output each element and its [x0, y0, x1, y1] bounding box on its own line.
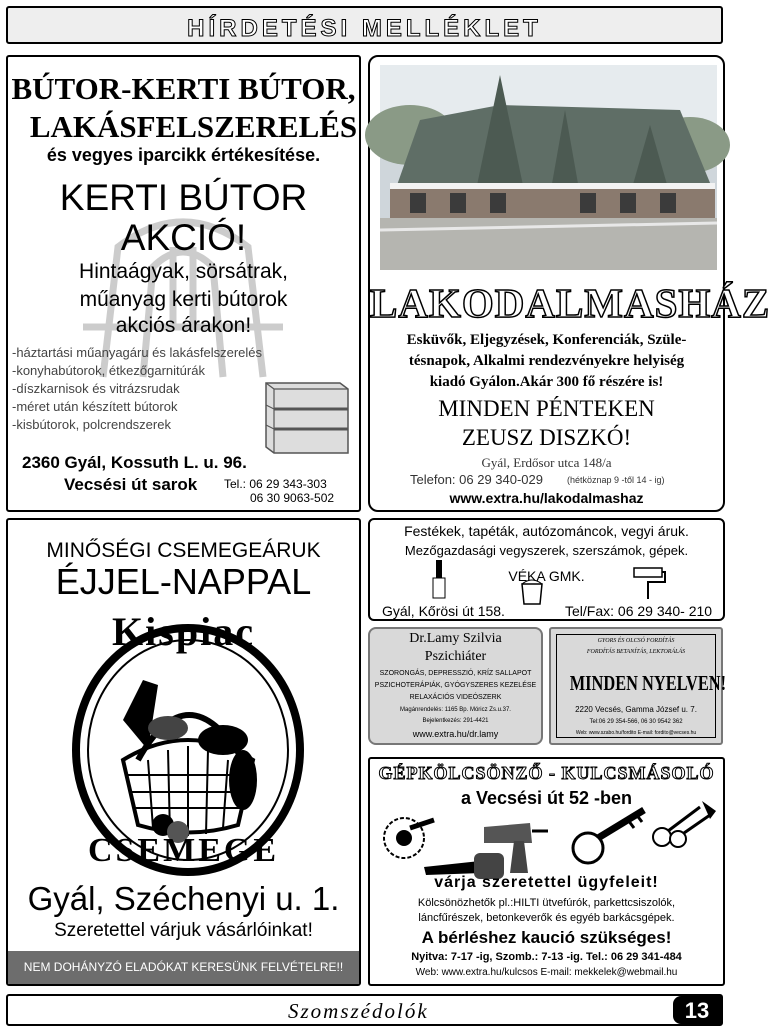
gepkolcsonzo-title: GÉPKÖLCSÖNZŐ - KULCSMÁSOLÓ	[378, 763, 715, 783]
csemege-address: Gyál, Széchenyi u. 1.	[27, 880, 340, 917]
gepkolcsonzo-rent-2: láncfűrészek, betonkeverők és egyéb barkácsgépek.	[418, 912, 675, 924]
gepkolcsonzo-location: a Vecsési út 52 -ben	[460, 788, 633, 808]
paint-bucket-icon	[520, 580, 544, 606]
csemege-notice: NEM DOHÁNYZÓ ELADÓKAT KERESÜNK FELVÉTELRE!!	[23, 960, 344, 974]
lamy-line-4: Magánrendelés: 1165 Bp. Móricz Zs.u.37.	[400, 707, 511, 713]
butor-address: 2360 Gyál, Kossuth L. u. 96.	[22, 453, 247, 472]
shelf-illustration	[260, 377, 352, 457]
lakodalmashaz-phone: Telefon: 06 29 340-029	[410, 472, 543, 487]
page-number-badge	[673, 996, 721, 1024]
ad-csemege	[6, 518, 361, 986]
gepkolcsonzo-web[interactable]: Web: www.extra.hu/kulcsos E-mail: mekkelek@webmail.hu	[415, 967, 678, 978]
gepkolcsonzo-welcome: várja szeretettel ügyfeleit!	[434, 874, 659, 891]
butor-offer-2: műanyag kerti bútorok	[79, 288, 288, 311]
footer-title: Szomszédolók	[288, 999, 429, 1023]
veka-phone: Tel/Fax: 06 29 340- 210	[565, 603, 713, 619]
lakodalmashaz-phone-note: (hétköznap 9 -től 14 - ig)	[567, 475, 665, 485]
lamy-line-2: PSZICHOTERÁPIÁK, GYÓGYSZERES KEZELÉSE	[374, 682, 537, 689]
forditas-main: MINDEN NYELVEN!	[569, 671, 727, 695]
butor-phone-2: 06 30 9063-502	[250, 491, 335, 505]
gepkolcsonzo-rent-1: Kölcsönözhetők pl.:HILTI ütvefúrók, parkettcsiszolók,	[417, 897, 676, 909]
lamy-web[interactable]: www.extra.hu/dr.lamy	[412, 729, 499, 739]
lamy-title: Pszichiáter	[424, 649, 487, 664]
ad-lakodalmashaz	[368, 55, 770, 512]
forditas-web[interactable]: Web: www.szabo.hu/fordito E-mail: fordito@vecses.hu	[575, 730, 697, 736]
lakodalmashaz-title: LAKODALMASHÁZ	[370, 280, 770, 326]
forditas-address: 2220 Vecsés, Gamma József u. 7.	[575, 705, 697, 714]
veka-address: Gyál, Kőrösi út 158.	[382, 603, 505, 619]
page-number: 13	[684, 998, 710, 1023]
lakodalmashaz-desc-2: tésnapok, Alkalmi rendezvényekre helyiség	[408, 353, 685, 369]
forditas-top-2: FORDÍTÁS BETANÍTÁS, LEKTORÁLÁS	[586, 649, 686, 655]
keys-icon	[642, 797, 718, 858]
lakodalmashaz-desc-1: Esküvők, Eljegyzések, Konferenciák, Szüle-	[406, 332, 687, 348]
lamy-line-3: RELAXÁCIÓS VIDEÓSZERK	[409, 694, 502, 701]
lakodalmashaz-promo-2: ZEUSZ DISZKÓ!	[461, 425, 632, 450]
lamy-line-5: Bejelentkezés: 291-4421	[422, 718, 489, 724]
butor-phone: Tel.: 06 29 343-303	[224, 477, 327, 491]
csemege-headline-1: MINŐSÉGI CSEMEGEÁRUK	[46, 539, 321, 562]
butor-list-item: -kisbútorok, polcrendszerek	[12, 417, 171, 432]
ad-butor	[6, 55, 361, 512]
csemege-slogan: Szeretettel várjuk vásárlóinkat!	[54, 920, 313, 941]
veka-line-2: Mezőgazdasági vegyszerek, szerszámok, gépek.	[404, 543, 689, 558]
forditas-top-1: GYORS ÉS OLCSÓ FORDÍTÁS	[597, 638, 675, 644]
forditas-phone: Tel:06 29 354-566, 06 30 9542 362	[589, 719, 683, 725]
lakodalmashaz-web[interactable]: www.extra.hu/lakodalmashaz	[449, 490, 644, 506]
butor-headline-1: BÚTOR-KERTI BÚTOR,	[11, 71, 356, 106]
ad-veka	[368, 518, 725, 621]
butor-offer-3: akciós árakon!	[115, 314, 252, 337]
veka-name: VÉKA GMK.	[508, 568, 585, 584]
lamy-name: Dr.Lamy Szilvia	[409, 631, 502, 646]
butor-list-item: -háztartási műanyagáru és lakásfelszerelés	[12, 345, 263, 360]
butor-promo-1: KERTI BÚTOR	[59, 177, 308, 218]
gepkolcsonzo-hours: Nyitva: 7-17 -ig, Szomb.: 7-13 -ig. Tel.: 06 29 341-484	[411, 951, 682, 963]
butor-list-item: -méret után készített bútorok	[12, 399, 178, 414]
key-icon	[570, 804, 650, 871]
ad-lamy	[368, 627, 543, 745]
butor-list-item: -díszkarnisok és vitrázsrudak	[12, 381, 180, 396]
butor-address-2: Vecsési út sarok	[64, 475, 198, 494]
butor-list-item: -konyhabútorok, étkezőgarnitúrák	[12, 363, 205, 378]
paint-roller-icon	[632, 566, 666, 600]
header-title: HÍRDETÉSI MELLÉKLET	[187, 15, 542, 42]
csemege-headline-2: ÉJJEL-NAPPAL	[55, 561, 312, 602]
paintbrush-icon	[432, 560, 446, 600]
drill-icon	[480, 817, 550, 880]
footer-bar	[6, 994, 723, 1026]
butor-subline: és vegyes iparcikk értékesítése.	[46, 145, 321, 165]
header-banner	[6, 6, 723, 44]
lakodalmashaz-promo-1: MINDEN PÉNTEKEN	[438, 396, 655, 421]
lakodalmashaz-address: Gyál, Erdősor utca 148/a	[481, 455, 612, 470]
gepkolcsonzo-deposit: A bérléshez kaució szükséges!	[421, 928, 672, 947]
lakodalmashaz-desc-3: kiadó Gyálon.Akár 300 fő részére is!	[429, 374, 664, 390]
csemege-notice-bar	[8, 951, 359, 984]
ad-gepkolcsonzo	[368, 757, 725, 986]
ad-forditas	[549, 627, 727, 745]
csemege-logo-top: Kispiac	[112, 609, 255, 654]
veka-line-1: Festékek, tapéták, autózománcok, vegyi áruk.	[404, 523, 689, 539]
csemege-logo-bottom: CSEMEGE	[87, 832, 280, 869]
butor-offer-1: Hintaágyak, sörsátrak,	[79, 260, 288, 283]
house-photo	[380, 65, 717, 270]
lamy-line-1: SZORONGÁS, DEPRESSZIÓ, KRÍZ SALLAPOT	[379, 670, 532, 677]
butor-headline-2: LAKÁSFELSZERELÉS	[29, 109, 358, 144]
butor-promo-2: AKCIÓ!	[120, 217, 247, 258]
